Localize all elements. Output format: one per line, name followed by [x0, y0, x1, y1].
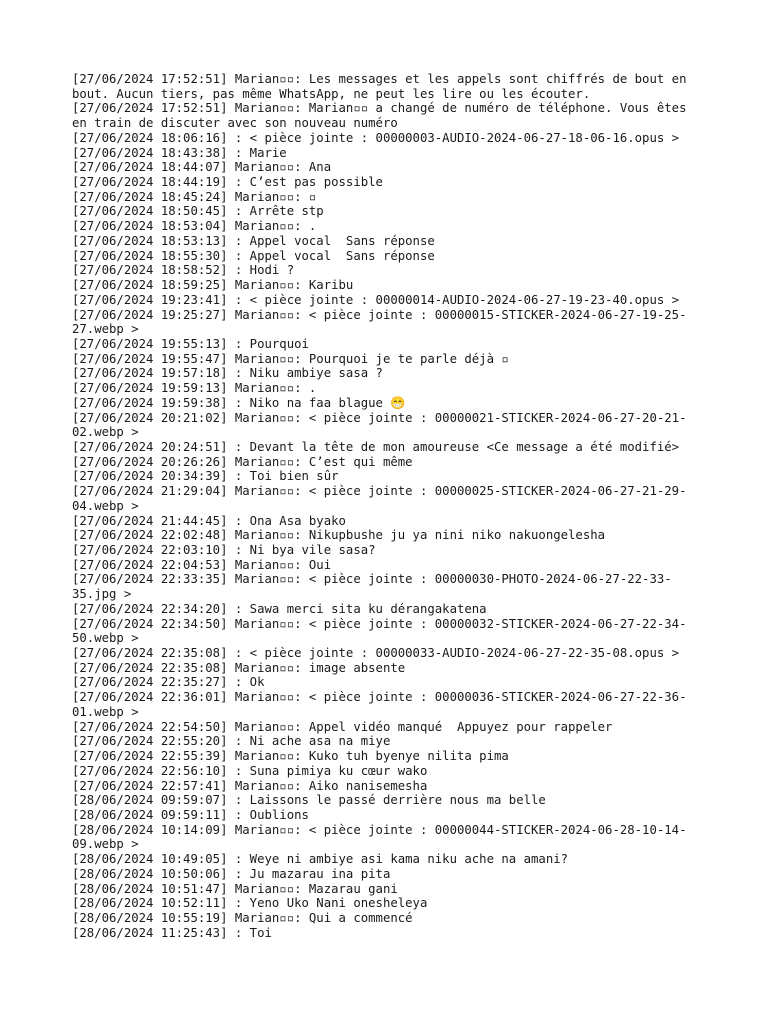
transcript-line: [27/06/2024 21:44:45] : Ona Asa byako [72, 513, 346, 528]
transcript-line: [28/06/2024 10:55:19] Marian▫▫: Qui a commencé [72, 910, 413, 925]
transcript-line: [28/06/2024 10:14:09] Marian▫▫: < pièce jointe : 00000044-STICKER-2024-06-28-10-14- [72, 822, 687, 837]
transcript-line: 02.webp > [72, 425, 139, 440]
transcript-line: 01.webp > [72, 704, 139, 719]
transcript-line: [27/06/2024 20:26:26] Marian▫▫: C’est qui même [72, 454, 413, 469]
transcript-line: [27/06/2024 18:43:38] : Marie [72, 145, 287, 160]
transcript-line: 27.webp > [72, 322, 139, 337]
transcript-line: [27/06/2024 19:55:13] : Pourquoi [72, 336, 309, 351]
transcript-line: bout. Aucun tiers, pas même WhatsApp, ne peut les lire ou les écouter. [72, 86, 591, 101]
transcript-line: [27/06/2024 17:52:51] Marian▫▫: Les messages et les appels sont chiffrés de bout en [72, 72, 687, 86]
transcript-line: [27/06/2024 22:57:41] Marian▫▫: Aiko nanisemesha [72, 778, 428, 793]
transcript-line: [27/06/2024 17:52:51] Marian▫▫: Marian▫▫ a changé de numéro de téléphone. Vous êtes [72, 101, 687, 116]
transcript-line: [27/06/2024 18:50:45] : Arrête stp [72, 204, 324, 219]
transcript-line: [28/06/2024 09:59:11] : Oublions [72, 807, 309, 822]
transcript-line: 35.jpg > [72, 587, 132, 602]
transcript-line: [27/06/2024 20:34:39] : Toi bien sûr [72, 469, 339, 484]
transcript-line: [27/06/2024 21:29:04] Marian▫▫: < pièce jointe : 00000025-STICKER-2024-06-27-21-29- [72, 484, 687, 499]
transcript-line: [27/06/2024 18:55:30] : Appel vocal Sans réponse [72, 248, 435, 263]
transcript-line: [27/06/2024 18:59:25] Marian▫▫: Karibu [72, 278, 354, 293]
transcript-line: 50.webp > [72, 631, 139, 646]
transcript-line: [28/06/2024 09:59:07] : Laissons le passé derrière nous ma belle [72, 793, 546, 808]
transcript-line: 09.webp > [72, 837, 139, 852]
transcript-line: [27/06/2024 22:35:27] : Ok [72, 675, 265, 690]
transcript-line: [27/06/2024 18:45:24] Marian▫▫: ▫ [72, 189, 317, 204]
transcript-line: [27/06/2024 22:02:48] Marian▫▫: Nikupbushe ju ya nini niko nakuongelesha [72, 528, 606, 543]
transcript-line: [27/06/2024 19:23:41] : < pièce jointe : 00000014-AUDIO-2024-06-27-19-23-40.opus > [72, 292, 680, 307]
transcript-line: [27/06/2024 18:44:19] : C’est pas possible [72, 175, 383, 190]
transcript-line: [28/06/2024 10:50:06] : Ju mazarau ina pita [72, 866, 391, 881]
transcript-line: [27/06/2024 20:21:02] Marian▫▫: < pièce jointe : 00000021-STICKER-2024-06-27-20-21- [72, 410, 687, 425]
transcript-line: 04.webp > [72, 498, 139, 513]
transcript-line: [28/06/2024 10:49:05] : Weye ni ambiye asi kama niku ache na amani? [72, 852, 569, 867]
transcript-line: [27/06/2024 22:55:20] : Ni ache asa na miye [72, 734, 391, 749]
transcript-line: [27/06/2024 20:24:51] : Devant la tête de mon amoureuse <Ce message a été modifié> [72, 439, 680, 454]
transcript-line: [27/06/2024 18:06:16] : < pièce jointe : 00000003-AUDIO-2024-06-27-18-06-16.opus > [72, 130, 680, 145]
transcript-line: en train de discuter avec son nouveau numéro [72, 116, 398, 131]
transcript-line: [27/06/2024 18:53:04] Marian▫▫: . [72, 219, 317, 234]
transcript-line: [28/06/2024 11:25:43] : Toi [72, 925, 272, 940]
transcript-line: [27/06/2024 18:58:52] : Hodi ? [72, 263, 295, 278]
transcript-line: [27/06/2024 22:04:53] Marian▫▫: Oui [72, 557, 332, 572]
transcript-line: [27/06/2024 22:34:50] Marian▫▫: < pièce jointe : 00000032-STICKER-2024-06-27-22-34- [72, 616, 687, 631]
transcript-line: [27/06/2024 19:59:13] Marian▫▫: . [72, 381, 317, 396]
transcript-line: [27/06/2024 19:55:47] Marian▫▫: Pourquoi je te parle déjà ▫ [72, 351, 509, 366]
transcript-line: [27/06/2024 22:36:01] Marian▫▫: < pièce jointe : 00000036-STICKER-2024-06-27-22-36- [72, 690, 687, 705]
transcript-line: [27/06/2024 22:35:08] Marian▫▫: image absente [72, 660, 406, 675]
transcript-line: [28/06/2024 10:52:11] : Yeno Uko Nani onesheleya [72, 896, 428, 911]
transcript-line: [28/06/2024 10:51:47] Marian▫▫: Mazarau gani [72, 881, 398, 896]
transcript-line: [27/06/2024 22:33:35] Marian▫▫: < pièce jointe : 00000030-PHOTO-2024-06-27-22-33- [72, 572, 672, 587]
chat-transcript-page [72, 72, 702, 940]
transcript-line: [27/06/2024 22:34:20] : Sawa merci sita ku dérangakatena [72, 601, 487, 616]
transcript-line: [27/06/2024 22:35:08] : < pièce jointe : 00000033-AUDIO-2024-06-27-22-35-08.opus > [72, 646, 680, 661]
transcript-line: [27/06/2024 18:44:07] Marian▫▫: Ana [72, 160, 332, 175]
transcript-line: [27/06/2024 22:54:50] Marian▫▫: Appel vidéo manqué Appuyez pour rappeler [72, 719, 613, 734]
transcript-line: [27/06/2024 19:59:38] : Niko na faa blague 😁 [72, 395, 406, 410]
transcript-line: [27/06/2024 19:25:27] Marian▫▫: < pièce jointe : 00000015-STICKER-2024-06-27-19-25- [72, 307, 687, 322]
transcript-line: [27/06/2024 18:53:13] : Appel vocal Sans réponse [72, 233, 435, 248]
transcript-line: [27/06/2024 19:57:18] : Niku ambiye sasa ? [72, 366, 383, 381]
transcript-line: [27/06/2024 22:55:39] Marian▫▫: Kuko tuh byenye nilita pima [72, 749, 509, 764]
transcript-line: [27/06/2024 22:56:10] : Suna pimiya ku cœur wako [72, 763, 428, 778]
transcript-line: [27/06/2024 22:03:10] : Ni bya vile sasa? [72, 543, 376, 557]
